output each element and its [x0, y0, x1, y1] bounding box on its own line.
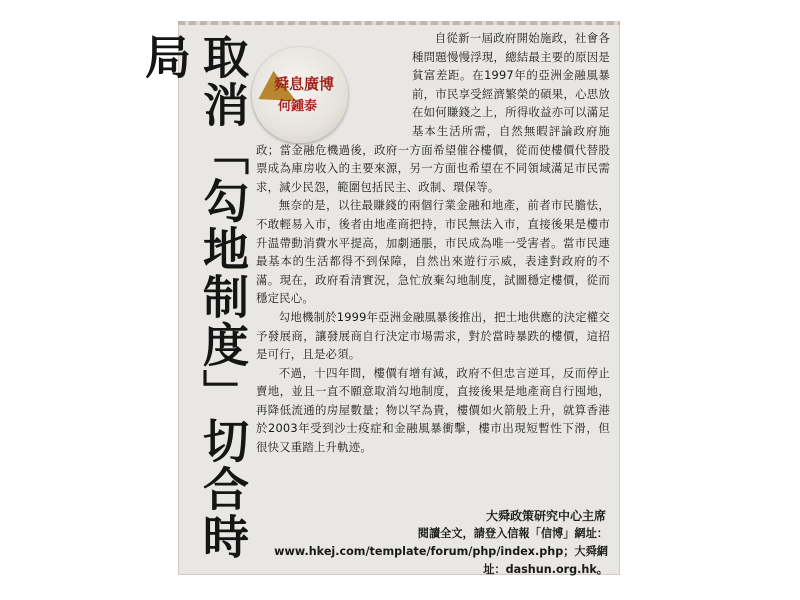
article-paragraph: 自從新一屆政府開始施政，社會各種問題慢慢浮現，總結最主要的原因是貧富差距。在1997年的亞洲金融風暴前，市民享受經濟繁榮的碩果，心思放在如何賺錢之上，所得收益亦可以滿足基本生活所需，自然無暇評論政府施政；當金融危機過後，政府一方面希望催谷樓價，從而使樓價代替股票成為庫房收入的主要來源，另一方面也希望在不同領域滿足市民需求，減少民怨，範圍包括民主、政制、環保等。 [256, 31, 610, 194]
newspaper-clipping [138, 21, 620, 576]
footer-note: 閱讀全文，請登入信報「信博」網址：www.hkej.com/template/forum/php/index.php；大舜網址：dashun.org.hk。 [274, 527, 608, 576]
headline: 取消「勾地制度」切合時局 [138, 33, 250, 561]
article-paragraph: 無奈的是，以往最賺錢的兩個行業金融和地產，前者市民膽怯，不敢輕易入市，後者由地產商把持，市民無法入市，直接後果是樓市升温帶動消費水平提高，加劇通脹，市民成為唯一受害者。當市民連最基本的生活都得不到保障，自然出來遊行示威，表達對政府的不滿。現在，政府看清實況，急忙放棄勾地制度，試圖穩定樓價，從而穩定民心。 [256, 198, 610, 306]
column-name: 舜息廣博 [274, 75, 335, 93]
author-signature: 大舜政策研究中心主席 [485, 509, 606, 523]
article-paragraph: 勾地機制於1999年亞洲金融風暴後推出，把土地供應的決定權交予發展商，讓發展商自行決定市場需求，對於當時暴跌的樓價，這招是可行，且是必須。 [256, 309, 610, 362]
article-body [256, 29, 610, 457]
author-name: 何鍾泰 [278, 99, 318, 114]
article-paragraph: 不過，十四年間，樓價有增有減，政府不但忠言逆耳，反而停止賣地，並且一直不願意取消勾地制度，直接後果是地產商自行囤地，再降低流通的房屋數量；物以罕為貴，樓價如火箭般上升，就算香港於2003年受到沙士疫症和金融風暴衝擊，樓市出現短暫性下滑，但很快又重踏上升軌迹。 [256, 365, 610, 455]
